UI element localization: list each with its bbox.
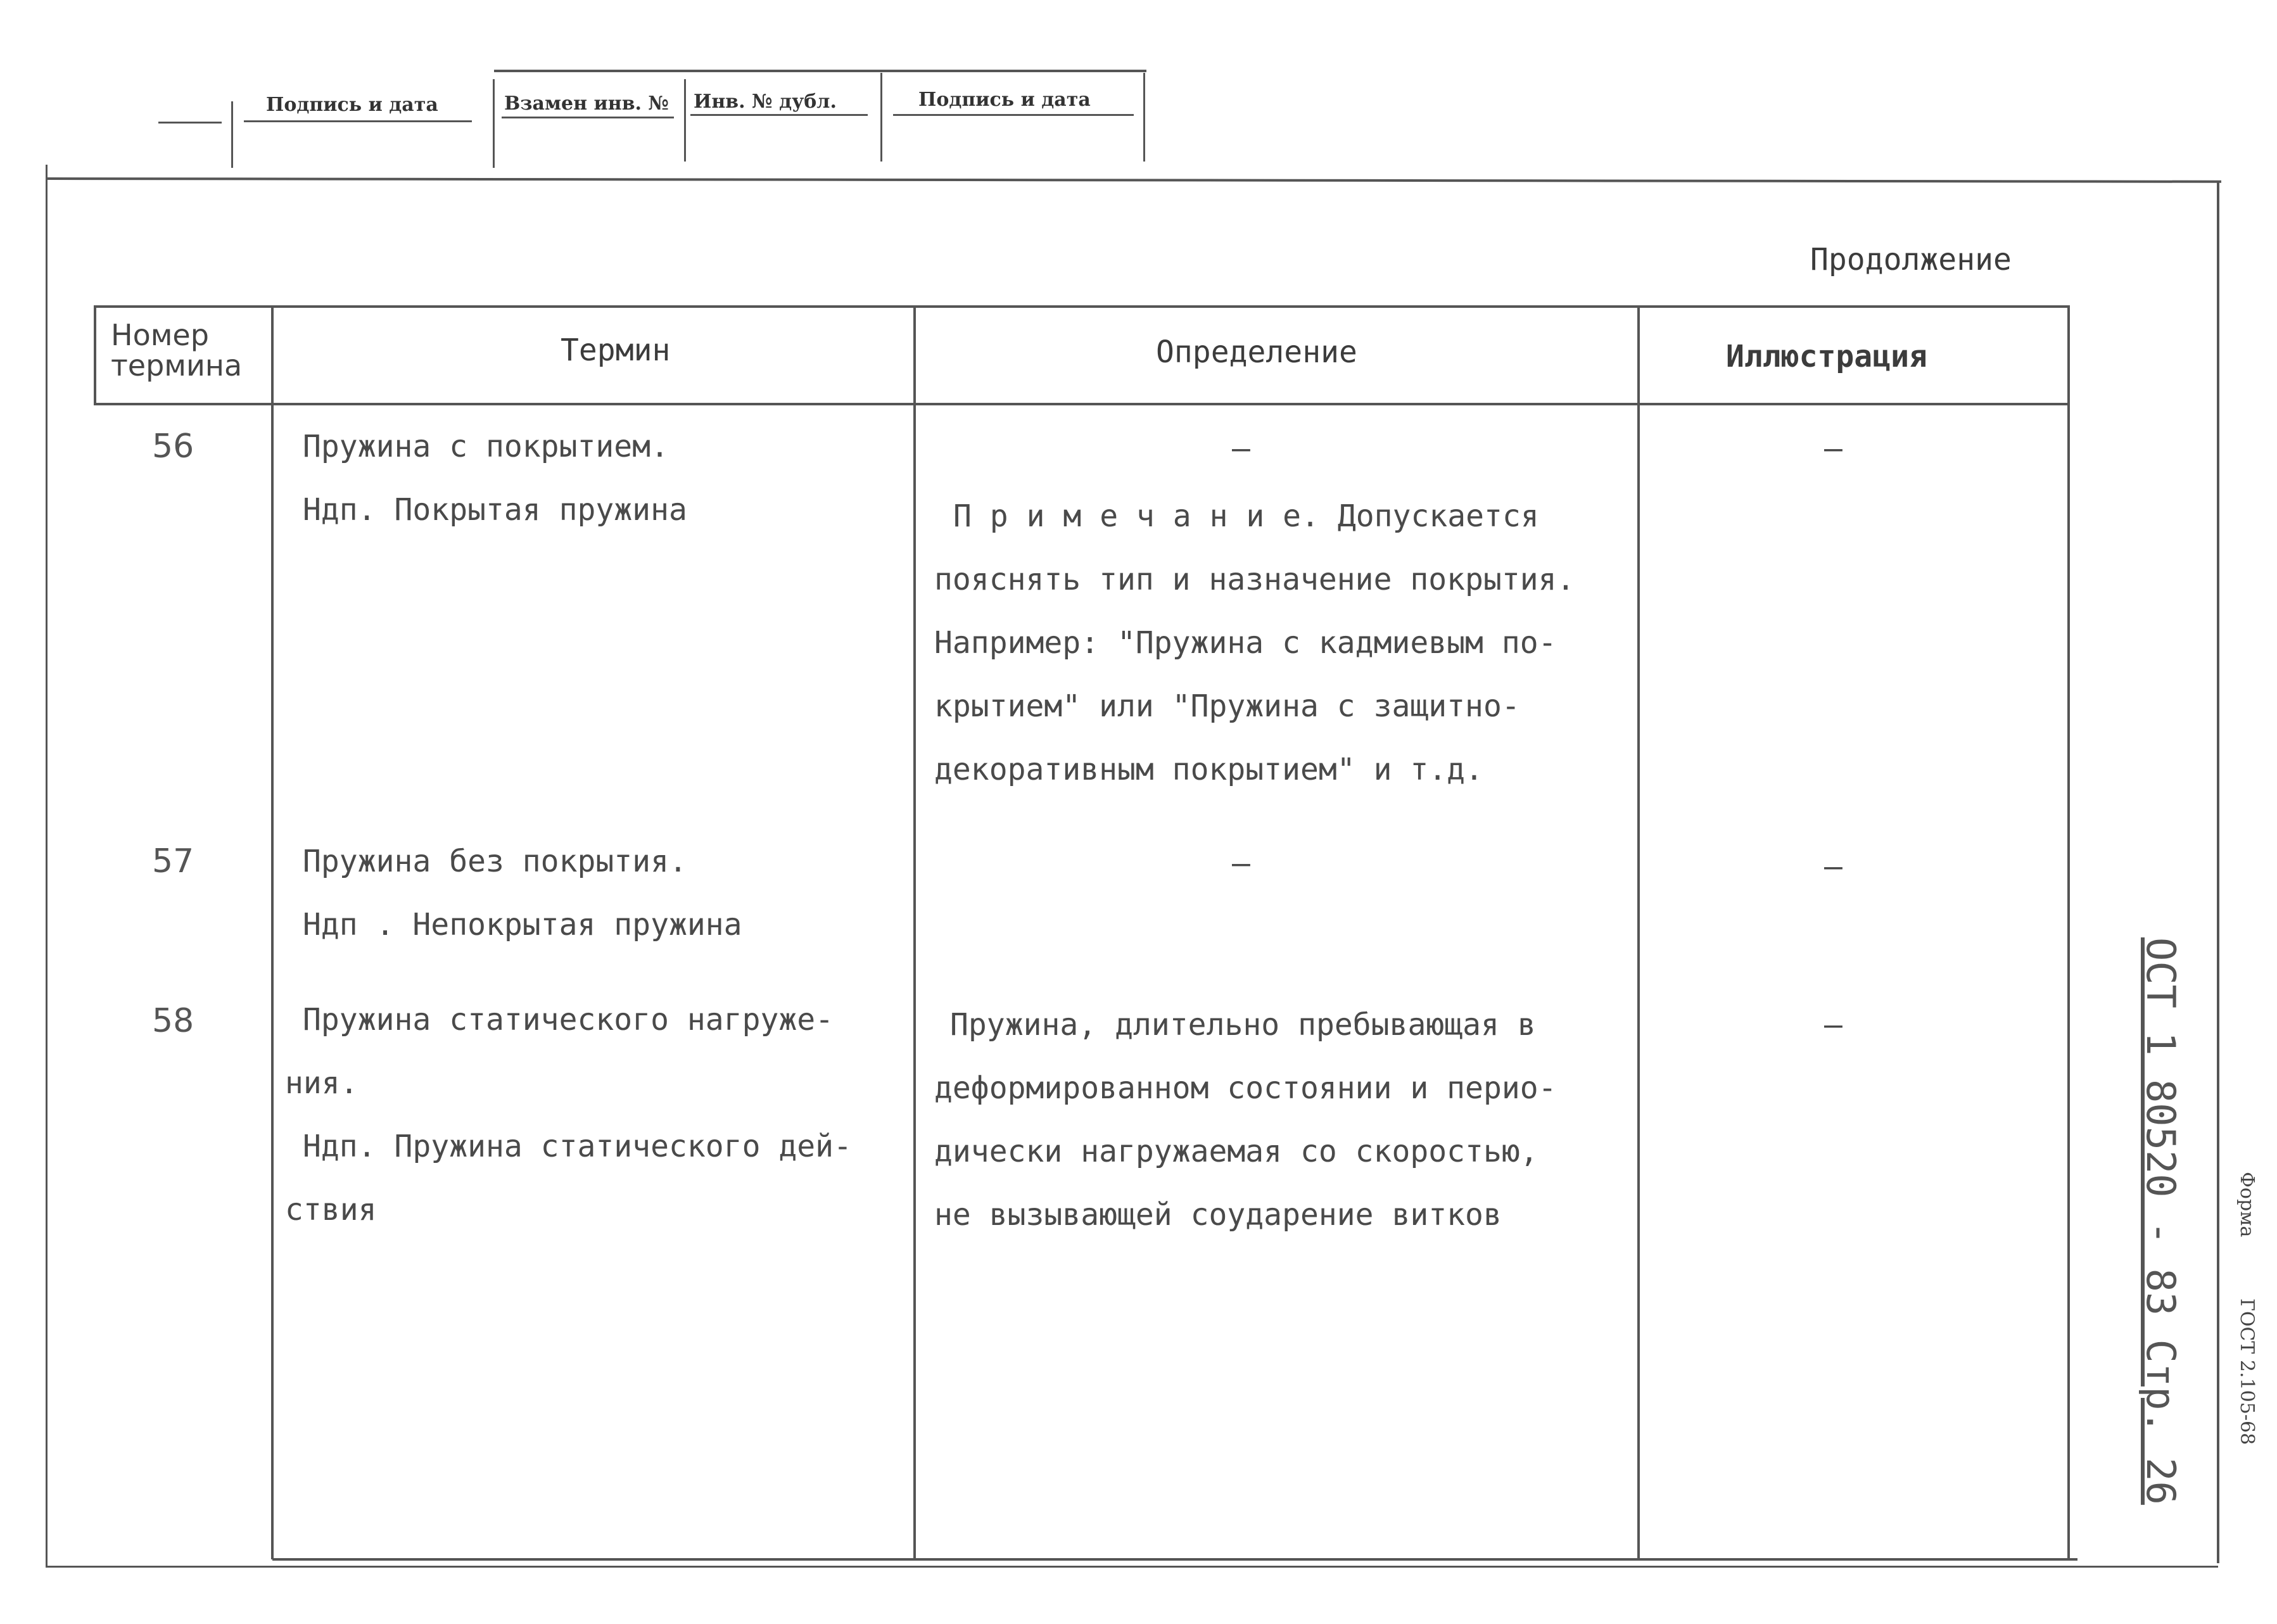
header-illustration: Иллюстрация	[1726, 339, 1927, 374]
row-58-number: 58	[152, 1002, 194, 1040]
term-line: Ндп. Покрытая пружина	[303, 492, 687, 528]
term-line: Ндп. Пружина статического дей-	[303, 1129, 852, 1164]
row-57-definition-dash: –	[1232, 846, 1250, 881]
note-line: декоративным покрытием" и т.д.	[934, 752, 1483, 787]
definition-line: не вызывающей соударение витков	[934, 1197, 1502, 1233]
header-number-line1: Номер	[111, 318, 209, 352]
header-number-line2: термина	[111, 348, 243, 383]
note-line: крытием" или "Пружина с защитно-	[934, 688, 1520, 724]
row-56-note	[934, 485, 1575, 801]
header-definition: Определение	[1156, 334, 1357, 370]
row-58-term	[285, 988, 852, 1241]
doc-code-vertical: ОСТ 1 80520 - 83 Стр. 26	[2138, 937, 2184, 1505]
row-56-term	[303, 415, 687, 542]
term-line: Пружина статического нагруже-	[303, 1002, 834, 1037]
definition-line: дически нагружаемая со скоростью,	[934, 1134, 1538, 1169]
stamp-inv-dup: Инв. № дубл.	[694, 91, 837, 113]
form-gost-vertical: ГОСТ 2.105-68	[2236, 1298, 2258, 1445]
term-line: ния.	[285, 1065, 358, 1101]
row-56-illustration: –	[1824, 431, 1843, 466]
row-58-definition	[934, 993, 1557, 1247]
term-line: ствия	[285, 1192, 377, 1228]
header-term: Термин	[561, 333, 671, 368]
row-56-number: 56	[152, 428, 194, 466]
row-57-term	[303, 830, 742, 956]
stamp-signature-date-1: Подпись и дата	[266, 94, 438, 116]
note-line: Например: "Пружина с кадмиевым по-	[934, 625, 1557, 661]
term-line: Пружина без покрытия.	[303, 844, 687, 879]
term-line: Ндп . Непокрытая пружина	[303, 907, 742, 942]
stamp-replace-inv: Взамен инв. №	[504, 92, 669, 115]
definition-line: деформированном состоянии и перио-	[934, 1070, 1557, 1106]
form-label-vertical: Форма	[2236, 1172, 2258, 1238]
header-number	[111, 320, 242, 381]
definition-line: Пружина, длительно пребывающая в	[950, 1007, 1536, 1043]
row-57-illustration: –	[1824, 849, 1843, 884]
note-line: пояснять тип и назначение покрытия.	[934, 562, 1575, 597]
note-line: П р и м е ч а н и е. Допускается	[953, 498, 1539, 534]
stamp-signature-date-2: Подпись и дата	[918, 89, 1091, 111]
row-56-definition-dash: –	[1232, 431, 1250, 466]
term-line: Пружина с покрытием.	[303, 429, 669, 464]
row-58-illustration: –	[1824, 1007, 1843, 1043]
row-57-number: 57	[152, 842, 194, 880]
continuation-label: Продолжение	[1810, 242, 2012, 277]
